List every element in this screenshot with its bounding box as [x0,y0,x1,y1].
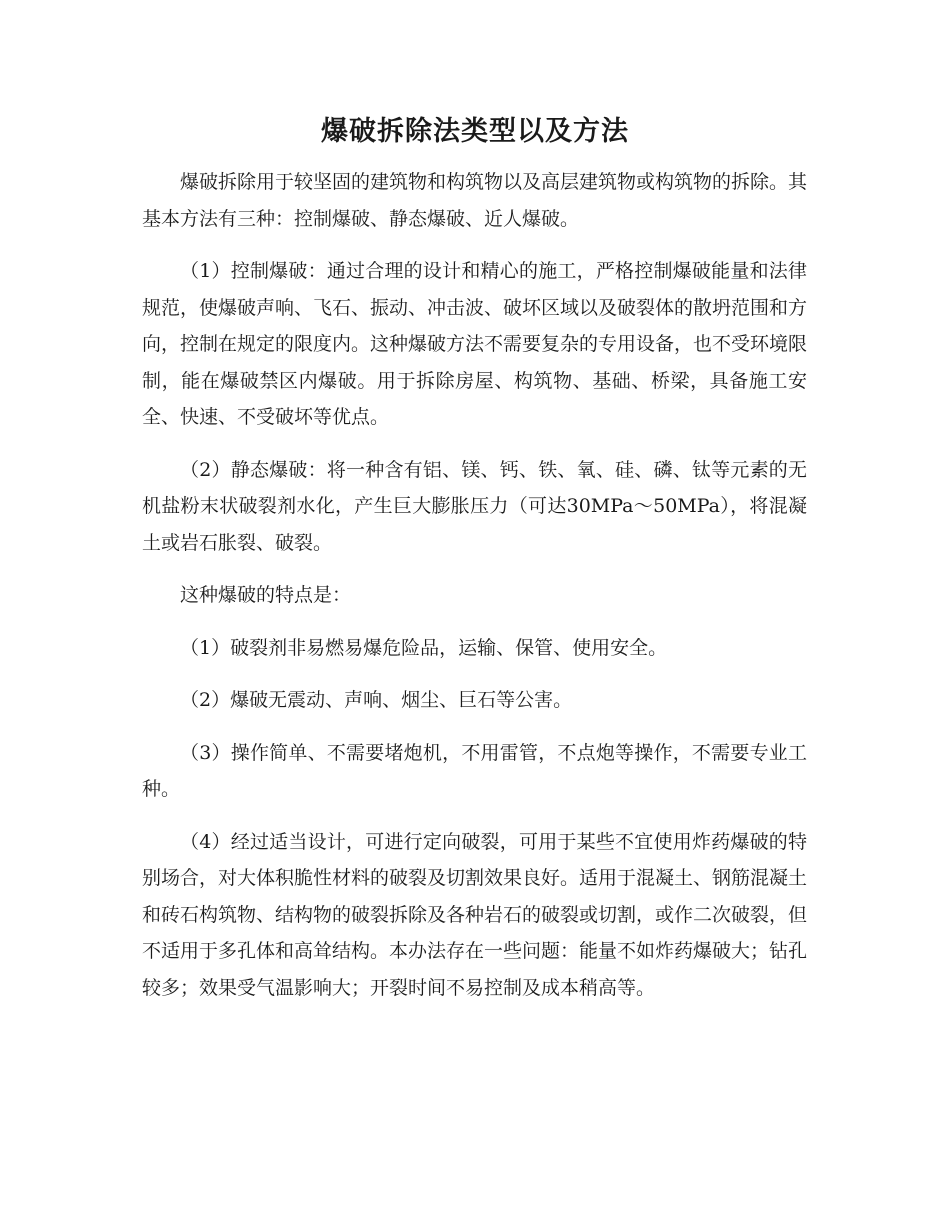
paragraph-feature-4: （4）经过适当设计，可进行定向破裂，可用于某些不宜使用炸药爆破的特别场合，对大体积脆性材料的破裂及切割效果良好。适用于混凝土、钢筋混凝土和砖石构筑物、结构物的破裂拆除及各种岩石的破裂或切割，或作二次破裂，但不适用于多孔体和高耸结构。本办法存在一些问题：能量不如炸药爆破大；钻孔较多；效果受气温影响大；开裂时间不易控制及成本稍高等。 [142,830,808,999]
paragraph-intro: 爆破拆除用于较坚固的建筑物和构筑物以及高层建筑物或构筑物的拆除。其基本方法有三种：控制爆破、静态爆破、近人爆破。 [142,171,808,230]
paragraph-features-heading: 这种爆破的特点是： [180,584,352,606]
paragraph-feature-1: （1）破裂剂非易燃易爆危险品，运输、保管、使用安全。 [180,636,668,659]
document-title: 爆破拆除法类型以及方法 [321,116,629,147]
paragraph-static-blasting: （2）静态爆破：将一种含有铝、镁、钙、铁、氧、硅、磷、钛等元素的无机盐粉末状破裂剂水化，产生巨大膨胀压力（可达30MPa～50MPa），将混凝土或岩石胀裂、破裂。 [142,458,807,554]
paragraph-feature-2: （2）爆破无震动、声响、烟尘、巨石等公害。 [180,689,573,711]
paragraph-controlled-blasting: （1）控制爆破：通过合理的设计和精心的施工，严格控制爆破能量和法律规范，使爆破声响、飞石、振动、冲击波、破坏区域以及破裂体的散坍范围和方向，控制在规定的限度内。这种爆破方法不需要复杂的专用设备，也不受环境限制，能在爆破禁区内爆破。用于拆除房屋、构筑物、基础、桥梁，具备施工安全、快速、不受破坏等优点。 [142,260,808,428]
paragraph-feature-3: （3）操作简单、不需要堵炮机，不用雷管，不点炮等操作，不需要专业工种。 [142,741,807,800]
document-body [142,164,807,1006]
